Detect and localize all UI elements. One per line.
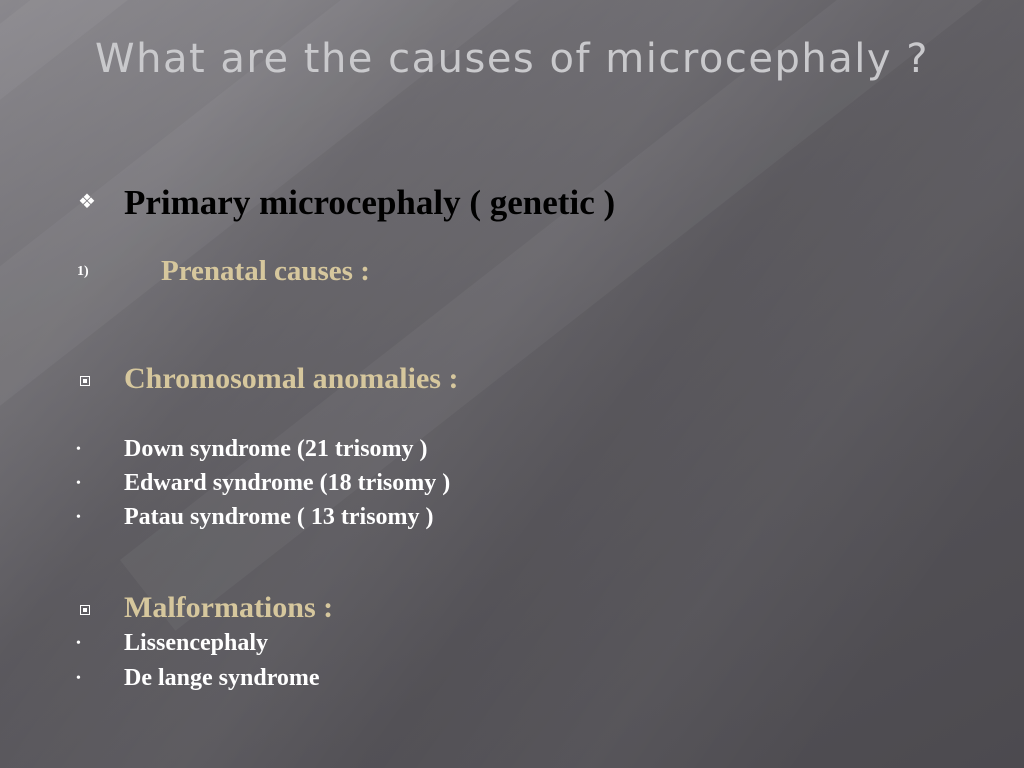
chromosomal-heading: Chromosomal anomalies : <box>124 362 459 395</box>
bullet-icon: • <box>76 671 81 686</box>
bullet-icon: • <box>76 510 81 525</box>
prenatal-heading: Prenatal causes : <box>161 255 370 287</box>
list-item-label: Patau syndrome ( 13 trisomy ) <box>124 504 434 530</box>
list-item-label: De lange syndrome <box>124 665 320 691</box>
boxed-square-bullet-icon <box>80 605 90 615</box>
bullet-icon: • <box>76 476 81 491</box>
list-number: 1) <box>77 264 89 279</box>
list-item-label: Lissencephaly <box>124 630 269 656</box>
list-item-label: Down syndrome (21 trisomy ) <box>124 436 428 462</box>
slide-title: What are the causes of microcephaly ? <box>95 36 929 82</box>
primary-heading: Primary microcephaly ( genetic ) <box>124 183 616 222</box>
bullet-icon: • <box>76 636 81 651</box>
list-item-label: Edward syndrome (18 trisomy ) <box>124 470 451 496</box>
malformations-heading: Malformations : <box>124 591 334 624</box>
boxed-square-bullet-icon <box>80 376 90 386</box>
bullet-icon: • <box>76 442 81 457</box>
diamond-bullet-icon: ❖ <box>78 191 96 213</box>
